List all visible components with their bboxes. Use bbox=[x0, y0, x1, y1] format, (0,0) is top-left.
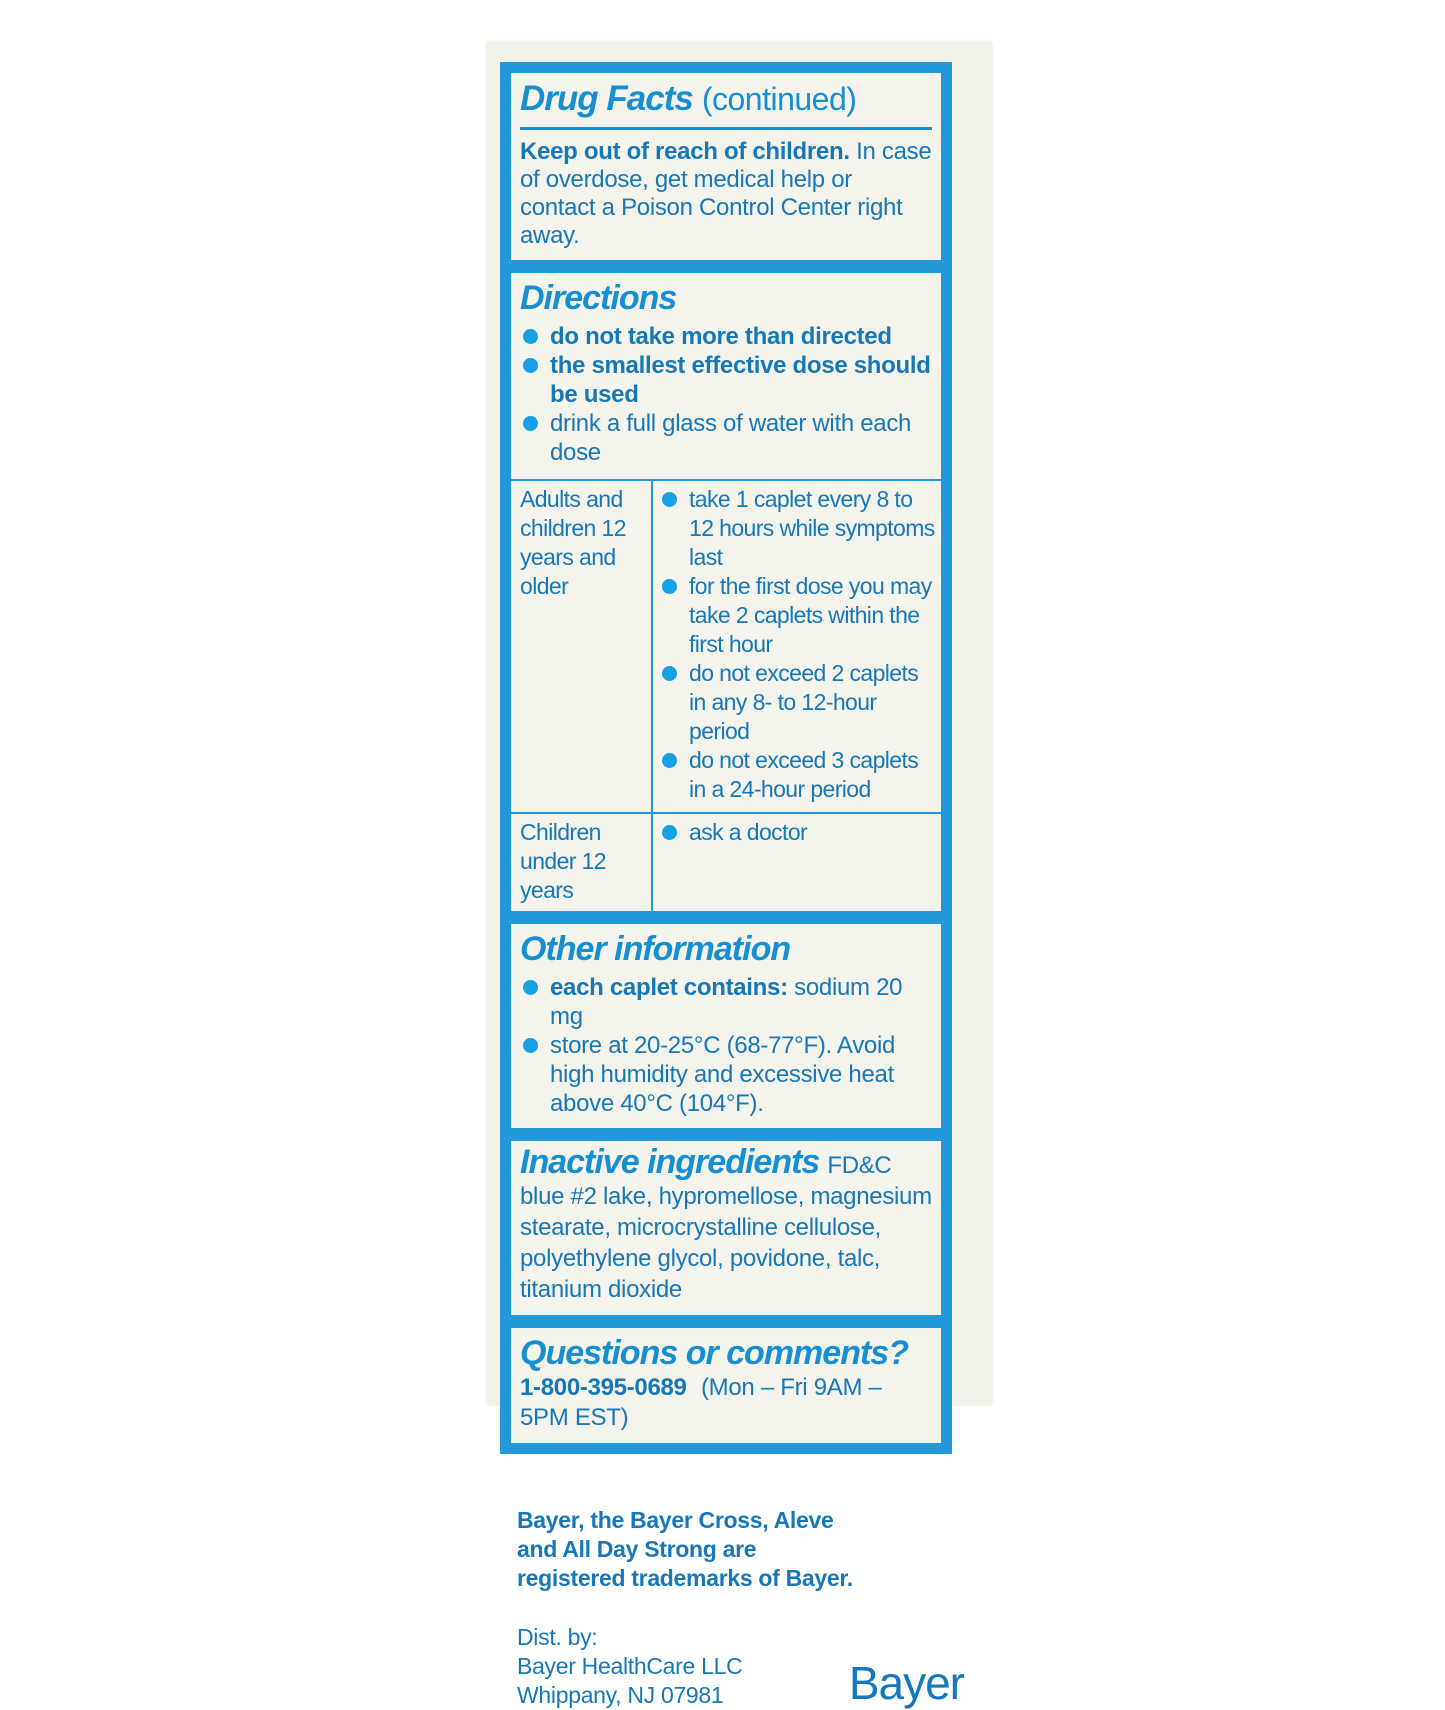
directions-bullet: drink a full glass of water with each dose bbox=[550, 410, 912, 467]
phone-number: 1-800-395-0689 bbox=[520, 1374, 687, 1402]
directions-title: Directions bbox=[520, 279, 677, 317]
list-item bbox=[653, 746, 939, 804]
header-divider bbox=[520, 127, 932, 130]
dosage-instruction: take 1 caplet every 8 to 12 hours while symptoms last bbox=[689, 486, 935, 571]
storage-note: store at 20-25°C (68-77°F). Avoid high humidity and excessive heat above 40°C (104°F). bbox=[550, 1032, 896, 1118]
drug-facts-title: Drug Facts bbox=[520, 79, 693, 118]
sodium-content-note bbox=[550, 973, 932, 1031]
bullet-icon bbox=[662, 492, 677, 507]
inactive-ingredients-title: Inactive ingredients bbox=[520, 1143, 820, 1182]
other-information-title: Other information bbox=[520, 930, 791, 969]
section-questions bbox=[511, 1328, 941, 1443]
bullet-icon bbox=[523, 416, 538, 431]
dosage-instructions bbox=[651, 481, 941, 812]
other-information-list bbox=[520, 973, 932, 1118]
dosage-instructions bbox=[651, 814, 941, 911]
bullet-icon bbox=[662, 579, 677, 594]
bullet-icon bbox=[523, 329, 538, 344]
distributor-line3: Whippany, NJ 07981 bbox=[517, 1682, 724, 1709]
sodium-content-bold: each caplet contains: bbox=[550, 974, 788, 1002]
list-item bbox=[653, 572, 939, 659]
drug-facts-panel bbox=[487, 42, 992, 1710]
keep-out-bold-text: Keep out of reach of children. bbox=[520, 138, 850, 165]
keep-out-of-reach-paragraph bbox=[520, 138, 932, 250]
directions-bullet: do not take more than directed bbox=[550, 323, 892, 351]
bullet-icon bbox=[662, 825, 677, 840]
distributor-line1: Dist. by: bbox=[517, 1624, 598, 1651]
questions-title: Questions or comments? bbox=[520, 1334, 908, 1373]
directions-bullet: the smallest effective dose should be used bbox=[550, 352, 931, 409]
dosage-age-group: Children under 12 years bbox=[520, 819, 606, 904]
inactive-ingredients-list: FD&C blue #2 lake, hypromellose, magnesium stearate, microcrystalline cellulose, polyethylene glycol, povidone, talc, titanium dioxide bbox=[520, 1152, 932, 1304]
dosage-instruction: ask a doctor bbox=[689, 819, 808, 846]
bullet-icon bbox=[523, 980, 538, 995]
table-row bbox=[511, 481, 941, 812]
list-item bbox=[520, 409, 932, 467]
drug-facts-continued-label: (continued) bbox=[701, 81, 857, 117]
dosage-instruction: do not exceed 2 caplets in any 8- to 12-hour period bbox=[689, 660, 919, 745]
phone-hours: (Mon – Fri 9AM – 5PM EST) bbox=[520, 1374, 882, 1432]
list-item bbox=[653, 818, 939, 847]
trademark-notice: Bayer, the Bayer Cross, Aleve and All Day Strong are registered trademarks of Bayer. bbox=[517, 1507, 853, 1592]
list-item bbox=[653, 659, 939, 746]
section-drug-facts-header bbox=[511, 73, 941, 260]
keep-out-rest-text: In case of overdose, get medical help or contact a Poison Control Center right away. bbox=[520, 138, 932, 249]
bullet-icon bbox=[662, 666, 677, 681]
distributor-line2: Bayer HealthCare LLC bbox=[517, 1653, 743, 1680]
section-other-information bbox=[511, 924, 941, 1128]
list-item bbox=[520, 322, 932, 351]
section-directions bbox=[511, 273, 941, 911]
bullet-icon bbox=[662, 753, 677, 768]
directions-bullet-list bbox=[520, 322, 932, 467]
section-inactive-ingredients bbox=[511, 1141, 941, 1315]
drug-facts-frame bbox=[500, 62, 952, 1454]
distributor-row bbox=[517, 1623, 964, 1710]
dosage-age-group: Adults and children 12 years and older bbox=[520, 486, 626, 600]
inactive-ingredients-paragraph bbox=[520, 1143, 932, 1305]
table-row bbox=[511, 812, 941, 911]
dosage-instruction: for the first dose you may take 2 caplets within the first hour bbox=[689, 573, 932, 658]
drug-facts-title-row bbox=[520, 79, 932, 119]
sodium-content-value: sodium 20 mg bbox=[550, 974, 903, 1031]
distributor-block bbox=[517, 1623, 742, 1710]
phone-line bbox=[520, 1373, 932, 1433]
dosage-table bbox=[511, 479, 941, 911]
bullet-icon bbox=[523, 1038, 538, 1053]
list-item bbox=[520, 1031, 932, 1118]
bullet-icon bbox=[523, 358, 538, 373]
list-item bbox=[520, 973, 932, 1031]
dosage-instruction: do not exceed 3 caplets in a 24-hour period bbox=[689, 747, 919, 803]
bayer-logo: Bayer bbox=[848, 1657, 964, 1710]
list-item bbox=[520, 351, 932, 409]
list-item bbox=[653, 485, 939, 572]
